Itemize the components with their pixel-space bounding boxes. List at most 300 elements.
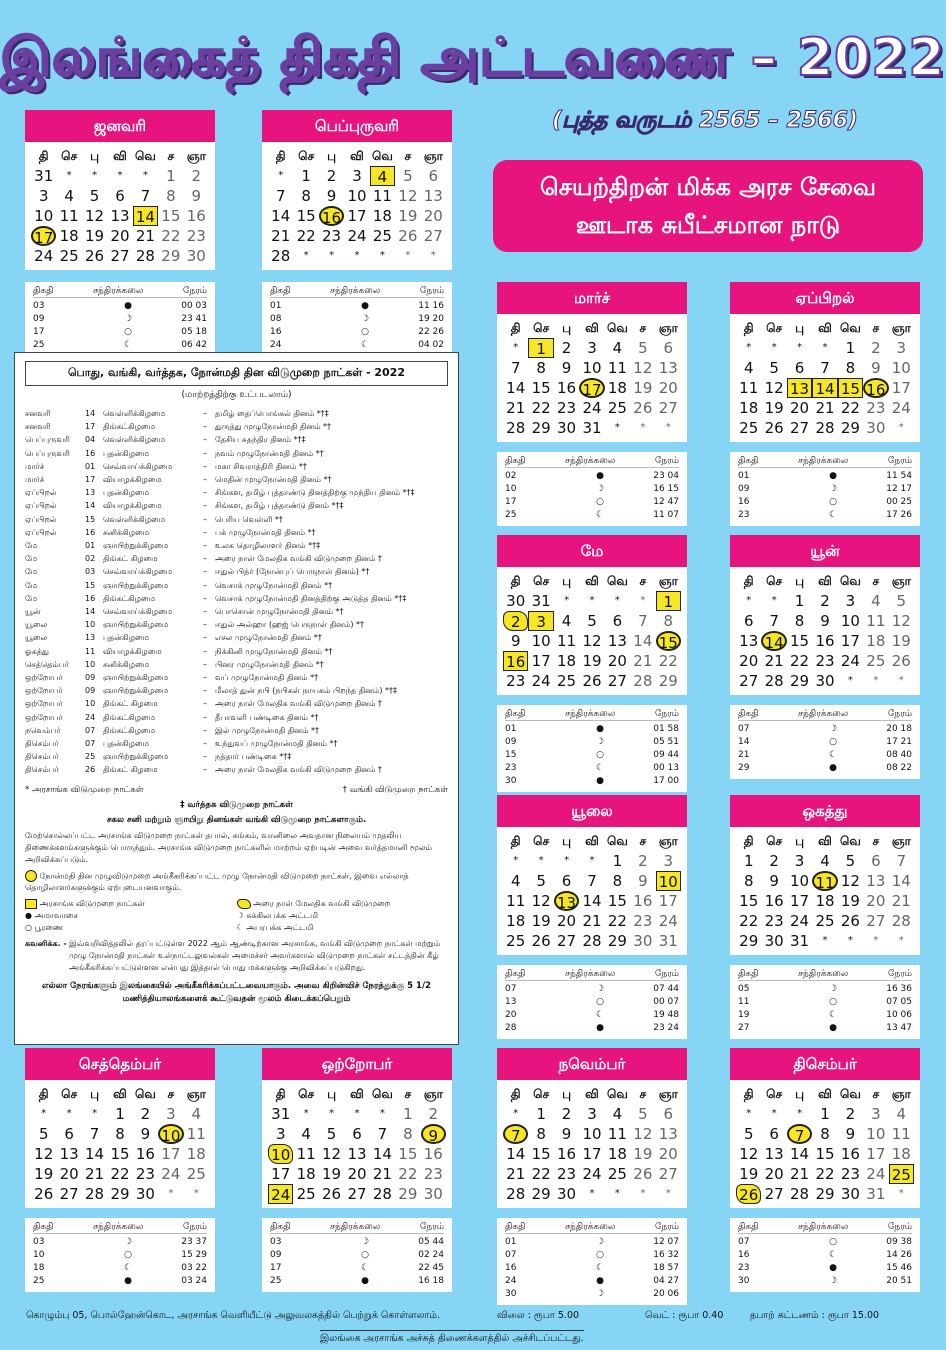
phase-cell: ☽: [360, 314, 370, 324]
holiday-row: [25, 499, 448, 512]
phase-header-cell: நேரம்: [654, 1222, 679, 1232]
moon-phase-table: [497, 452, 687, 526]
day-cell: 23: [840, 1165, 860, 1183]
day-cell: 2: [140, 1105, 151, 1123]
holiday-cell: –: [203, 593, 207, 603]
phase-cell: 12 07: [653, 1237, 679, 1247]
week-row: [268, 226, 446, 246]
week-row: [736, 1144, 914, 1164]
day-cell: 3: [663, 852, 674, 870]
phase-row: [738, 996, 912, 1009]
day-cell: 8: [820, 1125, 830, 1143]
holiday-cell: 15: [85, 580, 96, 590]
holiday-cell: சிங்கள, தமிழ் புத்தாண்டு தினம் *†‡: [215, 501, 344, 511]
phase-cell: ●: [361, 1276, 369, 1286]
day-cell: 20: [739, 652, 759, 670]
phase-cell: 09 44: [653, 750, 679, 760]
day-cell: 15: [815, 1145, 835, 1163]
day-cell: 30: [764, 932, 784, 950]
day-cell: 8: [403, 1125, 413, 1143]
day-cell: 15: [790, 632, 810, 650]
day-cell: 13: [607, 632, 627, 650]
day-cell: 28: [506, 419, 526, 437]
day-cell: 21: [790, 1165, 810, 1183]
weekday-label: செ: [766, 834, 783, 848]
week-row: [736, 911, 914, 931]
weekday-label: ச: [872, 321, 880, 335]
day-cell: 7: [787, 1124, 812, 1144]
day-cell: 17: [891, 379, 911, 397]
week-row: [503, 891, 681, 911]
day-cell: 4: [612, 339, 623, 357]
week-row: [31, 206, 209, 226]
month-calendar: [730, 282, 920, 442]
phase-cell: 20 18: [886, 724, 912, 734]
week-row: [736, 358, 914, 378]
day-cell: 7: [769, 612, 779, 630]
weekday-label: தி: [510, 574, 521, 588]
day-cell: *: [771, 1108, 777, 1119]
holiday-cell: வியாழக்கிழமை: [103, 475, 162, 485]
phase-row: [505, 509, 679, 522]
day-cell: 20: [423, 207, 443, 225]
day-cell: 12: [34, 1145, 54, 1163]
day-cell: 30: [557, 419, 577, 437]
holiday-cell: செவ்வாய்க்கிழமை: [103, 461, 173, 471]
phase-row: [738, 496, 912, 509]
day-cell: *: [797, 1108, 803, 1119]
day-cell: 14: [633, 632, 653, 650]
phase-cell: ●: [596, 471, 604, 481]
day-cell: 29: [531, 419, 551, 437]
phase-row: [270, 339, 444, 352]
day-cell: *: [538, 855, 544, 866]
holiday-cell: நவெம்பர்: [25, 725, 61, 735]
day-cell: 5: [638, 1105, 648, 1123]
holiday-cell: சனிக்கிழமை: [103, 659, 150, 669]
moon-phase-table: [730, 705, 920, 779]
day-cell: *: [564, 855, 570, 866]
weekday-label: தி: [510, 834, 521, 848]
holiday-cell: நவம் முழுநோன்மதி தினம் *†: [215, 448, 324, 458]
holiday-cell: –: [203, 673, 207, 683]
day-cell: 8: [536, 359, 546, 377]
day-cell: 11: [59, 207, 79, 225]
holiday-cell: 13: [85, 633, 96, 643]
holiday-row: [25, 711, 448, 724]
weekday-label: தி: [743, 1087, 754, 1101]
weekday-label: ச: [872, 1087, 880, 1101]
day-cell: 23: [633, 912, 653, 930]
day-cell: *: [303, 250, 309, 261]
day-cell: 12: [840, 872, 860, 890]
holiday-cell: –: [203, 620, 207, 630]
holiday-cell: மே: [25, 541, 38, 551]
day-cell: 13: [347, 1145, 367, 1163]
day-cell: 6: [663, 1105, 674, 1123]
day-cell: 6: [352, 1125, 362, 1143]
phase-cell: 01: [505, 1237, 517, 1247]
weekday-header: [736, 831, 914, 851]
weekday-header: [736, 318, 914, 338]
day-cell: *: [746, 1108, 752, 1119]
day-cell: 24: [790, 912, 810, 930]
day-cell: 26: [322, 1185, 342, 1203]
day-cell: 18: [506, 912, 526, 930]
weekday-label: வெ: [135, 1087, 156, 1101]
weekday-label: ச: [404, 1087, 412, 1101]
day-cell: *: [589, 855, 595, 866]
holiday-cell: ஞாயிற்றுக்கிழமை: [103, 620, 169, 630]
phase-cell: 30: [505, 776, 517, 786]
holiday-cell: சிங்கள, தமிழ் புத்தாண்டு தினத்திற்கு முந்திய தினம் *†‡: [215, 488, 415, 498]
holiday-cell: 09: [85, 686, 96, 696]
day-cell: 19: [398, 207, 418, 225]
phase-cell: 13 47: [886, 1023, 912, 1033]
day-cell: *: [640, 595, 646, 606]
day-cell: *: [898, 935, 904, 946]
phase-header-cell: திகதி: [270, 1222, 291, 1232]
holiday-row: [25, 605, 448, 618]
legend-mercantile: ‡ வர்த்தக விடுமுறை நாட்கள்: [180, 799, 293, 810]
day-cell: 1: [845, 339, 856, 357]
phase-header-cell: நேரம்: [654, 456, 679, 466]
week-row: [268, 1164, 446, 1184]
weekday-label: தி: [510, 321, 521, 335]
day-cell: *: [847, 675, 853, 686]
phase-cell: 24: [270, 340, 282, 350]
weekday-header: [31, 146, 209, 166]
phase-row: [738, 723, 912, 736]
day-cell: 23: [135, 1165, 155, 1183]
holiday-cell: திங்கட்கிழமை: [103, 725, 156, 735]
day-cell: 26: [398, 227, 418, 245]
phase-row: [738, 1262, 912, 1275]
day-cell: 18: [891, 1145, 911, 1163]
legend-weekend: சகல சனி மற்றும் ஞாயிறு தினங்கள் வங்கி விடுமுறை நாட்களாகும்.: [106, 814, 367, 825]
month-name: ஜனவரி: [25, 110, 215, 142]
phase-header-cell: சந்திரக்கலை: [565, 709, 616, 719]
week-row: [736, 1164, 914, 1184]
phase-cell: 00 13: [653, 763, 679, 773]
phase-cell: 24: [505, 1276, 517, 1286]
day-cell: 19: [764, 399, 784, 417]
day-cell: 8: [794, 612, 805, 630]
phase-cell: 25: [505, 510, 517, 520]
day-cell: 25: [607, 399, 627, 417]
phase-header-cell: நேரம்: [182, 286, 207, 296]
phase-cell: ●: [124, 1276, 132, 1286]
day-cell: 2: [769, 852, 779, 870]
day-cell: 4: [612, 1105, 623, 1123]
day-cell: 13: [554, 891, 579, 911]
day-cell: 6: [561, 872, 572, 890]
weekday-label: வி: [585, 1087, 599, 1101]
box-icon: [25, 899, 37, 909]
weekday-label: செ: [533, 574, 550, 588]
day-cell: 3: [794, 852, 805, 870]
day-cell: 16: [186, 207, 206, 225]
day-cell: *: [614, 422, 620, 433]
holiday-row: [25, 684, 448, 697]
holiday-cell: –: [203, 607, 207, 617]
weekday-label: வெ: [372, 149, 393, 163]
week-row: [736, 671, 914, 691]
phase-cell: 22 45: [418, 1263, 444, 1273]
phase-row: [270, 326, 444, 339]
day-cell: 10: [656, 871, 681, 891]
week-row: [503, 378, 681, 398]
day-cell: *: [513, 855, 519, 866]
phase-cell: 03 24: [181, 1276, 207, 1286]
day-cell: 25: [739, 419, 759, 437]
weekday-label: ஞா: [891, 834, 911, 848]
day-cell: 26: [891, 652, 911, 670]
holiday-cell: ஒற்றோபர்: [25, 699, 63, 709]
phase-header-cell: திகதி: [738, 456, 759, 466]
phase-cell: 03: [270, 1237, 282, 1247]
day-cell: 20: [866, 892, 886, 910]
week-row: [31, 1184, 209, 1204]
day-cell: 15: [531, 1145, 551, 1163]
weekday-label: செ: [61, 149, 78, 163]
week-row: [268, 246, 446, 266]
holiday-cell: அரை நாள் மேலதிக வங்கி விடுமுறை தினம் †: [215, 554, 382, 564]
phase-cell: 03: [33, 1237, 45, 1247]
day-cell: 27: [764, 1185, 784, 1203]
phase-cell: 18: [33, 1263, 45, 1273]
day-cell: 26: [633, 399, 653, 417]
phase-cell: ☽: [595, 1289, 605, 1299]
day-cell: 15: [398, 1145, 418, 1163]
phase-cell: 01: [505, 724, 517, 734]
holiday-cell: மே: [25, 593, 38, 603]
holiday-row: [25, 737, 448, 750]
holiday-cell: ஞாயிற்றுக்கிழமை: [103, 752, 169, 762]
day-cell: 9: [561, 1125, 572, 1143]
day-cell: 6: [428, 167, 439, 185]
day-cell: 4: [871, 592, 881, 610]
day-cell: *: [92, 170, 98, 181]
day-cell: 5: [638, 339, 648, 357]
holiday-cell: 14: [85, 409, 96, 418]
day-cell: 2: [561, 339, 572, 357]
holiday-cell: 03: [85, 567, 96, 577]
day-cell: 12: [398, 187, 418, 205]
day-cell: 21: [891, 892, 911, 910]
phase-cell: 20 51: [886, 1276, 912, 1286]
day-cell: 17: [31, 226, 56, 246]
day-cell: *: [898, 675, 904, 686]
phase-cell: ☽: [123, 314, 133, 324]
weekday-label: தி: [743, 321, 754, 335]
phase-cell: ○: [596, 1250, 604, 1260]
weekday-label: ச: [872, 834, 880, 848]
day-cell: 13: [658, 359, 678, 377]
footer-address: கொழும்பு 05, பொல்ஹேன்கொட, அரசாங்க வெளியீட்டு அலுவலகத்தில் பெற்றுக் கொள்ளலாம்.: [26, 1310, 441, 1321]
holiday-cell: மே: [25, 567, 38, 577]
day-cell: 13: [866, 872, 886, 890]
weekday-label: ச: [639, 321, 647, 335]
phase-cell: 17: [33, 327, 45, 337]
day-cell: 22: [531, 1165, 551, 1183]
holiday-cell: தமிழ் தைப்பொங்கல் தினம் *†‡: [215, 409, 329, 418]
holiday-cell: 13: [85, 488, 96, 498]
day-cell: 10: [531, 632, 551, 650]
weekday-label: செ: [533, 1087, 550, 1101]
phase-header-cell: திகதி: [738, 1222, 759, 1232]
holiday-cell: திசெம்பர்: [25, 752, 59, 762]
week-row: [736, 931, 914, 951]
day-cell: 28: [506, 1185, 526, 1203]
day-cell: 9: [769, 872, 779, 890]
day-cell: 13: [764, 1145, 784, 1163]
holiday-title: பொது, வங்கி, வர்த்தக, நோன்மதி தின விடுமுறை நாட்கள் - 2022: [25, 361, 448, 386]
phase-cell: 01: [270, 301, 282, 311]
day-cell: 16: [557, 1145, 577, 1163]
day-cell: 8: [612, 872, 623, 890]
holiday-cell: –: [203, 633, 207, 643]
day-cell: 15: [531, 379, 551, 397]
key-last-quarter: ☾ அபரபக்க அட்டமி: [236, 923, 314, 933]
phase-row: [270, 313, 444, 326]
holiday-cell: –: [203, 739, 207, 749]
week-row: [268, 166, 446, 186]
day-cell: 18: [372, 207, 392, 225]
phase-row: [505, 1275, 679, 1288]
holiday-row: [25, 486, 448, 499]
holiday-cell: 10: [85, 699, 96, 709]
weekday-label: ஞா: [891, 1087, 911, 1101]
phase-cell: ☽: [360, 1237, 370, 1247]
day-cell: 10: [790, 872, 810, 890]
phase-row: [505, 1236, 679, 1249]
holiday-row: [25, 671, 448, 684]
day-cell: 6: [871, 852, 881, 870]
day-cell: 16: [633, 892, 653, 910]
moon-phase-table: [497, 705, 687, 792]
phase-cell: 07 44: [653, 984, 679, 994]
day-cell: 20: [607, 652, 627, 670]
phase-cell: 16 15: [653, 484, 679, 494]
holiday-cell: –: [203, 712, 207, 722]
day-cell: 1: [820, 1105, 830, 1123]
month-calendar: [262, 1048, 452, 1208]
day-cell: 24: [582, 399, 602, 417]
phase-row: [738, 1249, 912, 1262]
weekday-label: தி: [743, 834, 754, 848]
phase-cell: 16: [505, 1263, 517, 1273]
phase-cell: 09: [33, 314, 45, 324]
day-cell: 25: [296, 1185, 316, 1203]
day-cell: 19: [891, 632, 911, 650]
day-cell: 21: [506, 1165, 526, 1183]
holiday-cell: உலக தொழிலாளர் தினம் *†‡: [215, 541, 321, 551]
weekday-label: செ: [766, 1087, 783, 1101]
day-cell: 14: [582, 892, 602, 910]
day-cell: 22: [815, 1165, 835, 1183]
day-cell: 19: [34, 1165, 54, 1183]
week-row: [503, 358, 681, 378]
day-cell: 10: [582, 359, 602, 377]
holiday-cell: 15: [85, 514, 96, 524]
day-cell: 18: [607, 379, 627, 397]
note-government: மேற்சொல்லப்பட்ட அரசாங்க விடுமுறை நாட்கள் தபால், சுங்கம், வானிலை அவதான நிலையம் முதலிய திணைக்களங்களுக்கும் பொருந்தும். அரசாங்க விடுமுறை நாட்களில் மாற்றம் ஏற்படின் அவை வர்த்தமானி மூலம் அறிவிக்கப்படும்.: [25, 830, 432, 864]
weekday-label: வெ: [607, 1087, 628, 1101]
phase-cell: 17: [270, 1263, 282, 1273]
day-cell: 21: [582, 912, 602, 930]
phase-header-cell: சந்திரக்கலை: [565, 969, 616, 979]
phase-cell: 05: [738, 984, 750, 994]
day-cell: 4: [301, 1125, 311, 1143]
week-row: [31, 1144, 209, 1164]
day-cell: 10: [891, 359, 911, 377]
day-cell: 8: [845, 359, 856, 377]
day-cell: 17: [579, 378, 604, 398]
holiday-cell: 07: [85, 725, 96, 735]
week-row: [736, 378, 914, 398]
day-cell: *: [142, 170, 148, 181]
weekday-label: வி: [585, 834, 599, 848]
day-cell: 21: [271, 227, 291, 245]
day-cell: 27: [110, 247, 130, 265]
day-cell: 16: [503, 651, 528, 671]
phase-cell: ●: [596, 724, 604, 734]
day-cell: 24: [347, 227, 367, 245]
holiday-cell: செவ்வாய்க்கிழமை: [103, 607, 173, 617]
weekday-label: ஞா: [423, 1087, 443, 1101]
day-cell: 8: [663, 612, 674, 630]
phase-row: [738, 736, 912, 749]
day-cell: *: [797, 342, 803, 353]
day-cell: *: [379, 1108, 385, 1119]
day-cell: 15: [110, 1145, 130, 1163]
day-cell: 18: [557, 652, 577, 670]
month-name: ஒற்றோபர்: [262, 1048, 452, 1080]
phase-cell: ○: [361, 327, 369, 337]
phase-cell: 17 26: [886, 510, 912, 520]
day-cell: *: [354, 1108, 360, 1119]
holiday-cell: மீலாத் துன் நபி (நபிகள் நாயகம் பிறந்த தினம்) *†‡: [215, 686, 397, 696]
legend-bank: † வங்கி விடுமுறை நாட்கள்: [342, 784, 448, 795]
phase-cell: 16: [270, 327, 282, 337]
phase-cell: 05 51: [653, 737, 679, 747]
weekday-label: வி: [818, 834, 832, 848]
phase-cell: 14 26: [886, 1250, 912, 1260]
day-cell: 24: [658, 912, 678, 930]
phase-header-cell: திகதி: [738, 709, 759, 719]
day-cell: 9: [871, 359, 881, 377]
moon-phase-table: [730, 452, 920, 526]
day-cell: 7: [377, 1125, 388, 1143]
month-name: ஏப்பிறல்: [730, 282, 920, 314]
phase-header-cell: சந்திரக்கலை: [330, 1222, 381, 1232]
phase-cell: ☽: [123, 1237, 133, 1247]
phase-row: [738, 1236, 912, 1249]
holiday-cell: மகா சிவராத்திரி தினம் *†: [215, 461, 307, 471]
phase-cell: 06 42: [181, 340, 207, 350]
phase-row: [33, 313, 207, 326]
day-cell: 29: [161, 247, 181, 265]
day-cell: 11: [296, 1145, 316, 1163]
month-calendar: [497, 795, 687, 955]
month-name: செத்தெம்பர்: [25, 1048, 215, 1080]
day-cell: 3: [896, 339, 907, 357]
weekday-label: செ: [61, 1087, 78, 1101]
day-cell: 12: [633, 359, 653, 377]
day-cell: 7: [510, 359, 521, 377]
day-cell: 12: [322, 1145, 342, 1163]
